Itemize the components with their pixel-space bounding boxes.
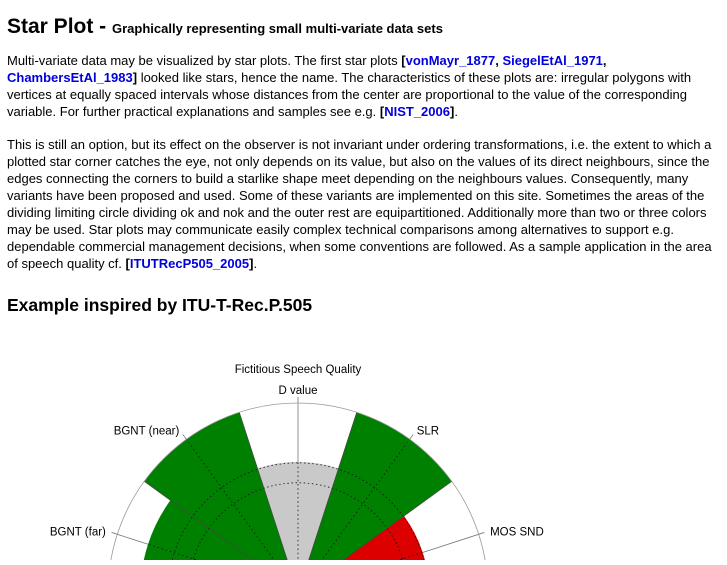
chart-sector-label: BGNT (far) [49, 526, 106, 539]
paragraph-text: . [454, 104, 458, 119]
reference-link[interactable]: NIST_2006 [384, 104, 450, 119]
paragraph-text: looked like stars, hence the name. The characteristics of these plots are: irregular polygons with vertices at equally spaced intervals whose distances from the center are proportional to the value of the corresponding variable. For further practical explanations and samples see e.g. [7, 70, 692, 119]
paragraph-text: . [253, 256, 258, 271]
example-heading: Example inspired by ITU-T-Rec.P.505 [7, 295, 313, 315]
bracket-text: ] [249, 256, 254, 271]
chart-sector-label: D value [278, 385, 318, 397]
page-content [0, 15, 727, 316]
bracket-text: , [495, 53, 503, 68]
discussion-paragraph [7, 136, 719, 272]
reference-link[interactable]: ITUTRecP505_2005 [129, 256, 250, 271]
reference-link[interactable]: SiegelEtAl_1971 [502, 53, 603, 68]
page-title [7, 15, 719, 39]
reference-link[interactable]: vonMayr_1877 [405, 53, 496, 68]
bracket-text: [ [401, 53, 406, 68]
page-title-main: Star Plot - [7, 15, 113, 38]
intro-paragraph [7, 52, 719, 120]
paragraph-text: Multi-variate data may be visualized by star plots. The first star plots [7, 53, 402, 68]
chart-sector-label: BGNT (near) [113, 425, 180, 438]
bracket-text: ] [449, 104, 455, 119]
paragraph-text: This is still an option, but its effect on the observer is not invariant under ordering transformations, i.e. the extent to which a plotted star corner catches the eye, not only depends on its value, but also on the values of its direct neighbours, since the edges connecting the corners to build a starlike shape meet depending on the neighbours values. Consequently, many variants have been proposed and used. Some of these variants are implemented on this site. Sometimes the areas of the dividing limiting circle dividing ok and nok and the outer rest are equipartitioned. Additionally more than two or three colors may be used. Star plots may communicate easily complex technical comparisons among alternatives to support e.g. dependable commercial management decisions, when some conventions are followed. As a sample application in the area of speech quality cf. [7, 137, 712, 271]
label-connector-line [183, 434, 187, 439]
bracket-text: [ [125, 256, 130, 271]
bracket-text: ] [132, 70, 138, 85]
bracket-text: , [602, 53, 607, 68]
star-plot-svg [0, 355, 727, 560]
reference-link[interactable]: ChambersEtAl_1983 [7, 70, 133, 85]
label-connector-line [410, 434, 414, 439]
chart-sector-label: SLR [416, 425, 440, 438]
page-subtitle: Graphically representing small multi-variate data sets [112, 21, 443, 36]
bracket-text: [ [379, 104, 385, 119]
star-plot-chart [0, 355, 727, 560]
label-connector-line [423, 532, 485, 552]
chart-sector-label: MOS SND [490, 526, 544, 539]
chart-title: Fictitious Speech Quality [234, 364, 362, 376]
